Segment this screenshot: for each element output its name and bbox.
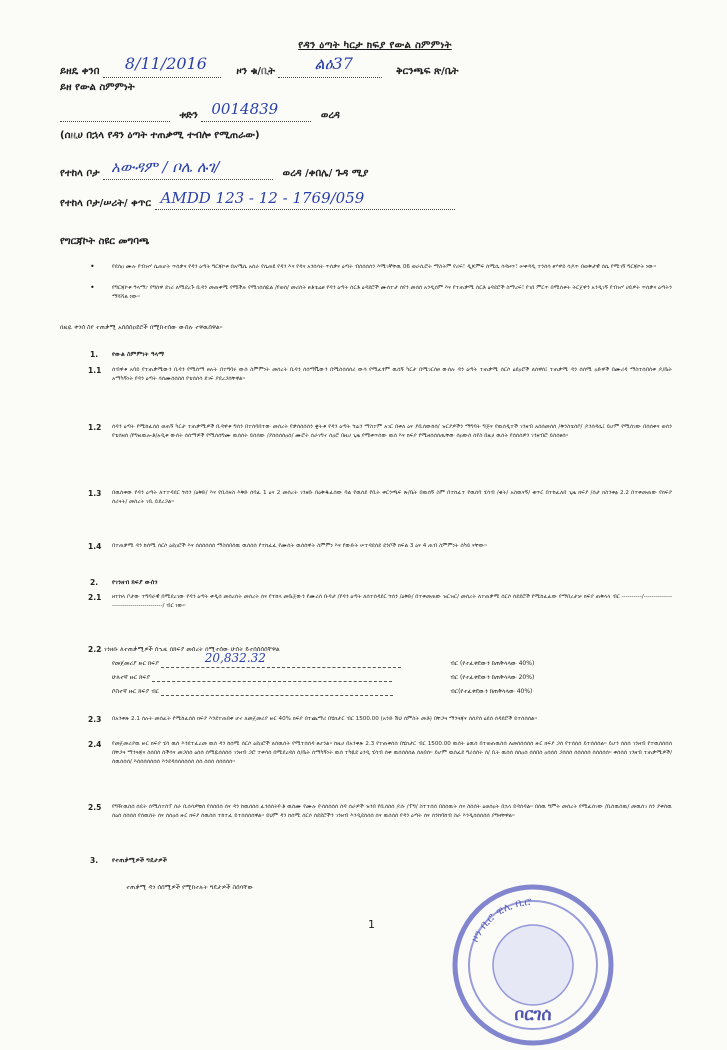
section-1-title: የውል ስምምነት ዓላማ	[112, 351, 165, 358]
clause-number: 1.3	[88, 489, 102, 498]
code-value: AMDD 123 - 12 - 1769/059	[160, 189, 365, 207]
section-2-number: 2.	[90, 578, 99, 587]
form-row-code	[60, 189, 455, 210]
clause-number: 1.1	[88, 366, 102, 375]
form-row-no	[60, 100, 340, 122]
clause-number: 2.4	[88, 740, 102, 749]
bullet-text-1: የደሰዐ ሙሉ የብዝሃ ሴጠሆት ጥሰቃና የዳን ዕጣት ግርጃኮቱ በአሜሴ አሰራ የሴጠዩ የዳን እና የዳና አንሰሳት ጥሰቃና ዕጣት ብሰሰሰሰን እሚገኛቸዉ 06 ወራሲሮት ማስትም የሪፍ፣ ዲጆምፍ ሰሚሴ ሳዳዞጥ፣ ሠቀዳዲ ተንሰሳ ፀሃዋይ ሳዶጥ በወቅታዊ ሰሴ የሚገኝ ግርጃኮት ነው።	[112, 264, 657, 270]
fee-value-handwritten: 20,832.32	[204, 651, 266, 665]
fee-label: ሁለተኛ ዙር ክፍያ	[112, 674, 150, 681]
no-blank-left	[60, 110, 170, 122]
fee-label: ሶስተኛ ዙር ክፍያ ብር	[112, 688, 160, 695]
holder-blank	[103, 158, 273, 180]
clause-number: 2.2	[88, 645, 102, 654]
clause-number: 2.5	[88, 803, 102, 812]
clause-text: ዘተከላ ቦታው ተግባራዊ በሚደረገው የዳን ዕጣት ቀዲሰ መሰረሰት መሰረት ሰና የተከላ መቤጀውን የሙሪሰ ቡዳታ /የዳን ዕጣት ለሰተሰዳደር ኘሰን /ዕቅድ/ በተቀመጠው ዝርዝር/ መሰረት ለተጠቃሚ ሰርሶ ሰደደሮች የሚከፈፈው የማበረታቻ ክፍያ ጠቅላላ ብር ----------/---------------------------------------/ ብር ነው።	[112, 594, 672, 609]
fee-note: ብር (የተፈቀደውን ከጠቅላላው 20%)	[450, 674, 535, 681]
no-suffix: ወረዳ	[320, 110, 340, 121]
no-label: ቱድን	[179, 110, 198, 121]
code-blank	[155, 189, 455, 210]
closing-line: ተጠቃሚ ዳን ሰሰሚዎች የሚከተሉት ግዴታዎች ስሰባቸው	[126, 884, 254, 891]
code-label: የተከላ ቦታ/ሠሪት/ ቀጥር	[60, 198, 152, 209]
stamp-bottom-text: ቦርገሰ	[514, 1005, 552, 1025]
clause-text: በተጠቃሚ ዳን ከሰሚ ሰርሶ ዕደዐሮች እና ሰሰሰሰሰሰ ማስሰበሰዉ ዉሰሰሰ የተከፈፈ የሙሰት ዉሰሰዋት ስምምነ እና የውድት ሠተዳደሰደ ደንቦች ክፍል 3 ዕና 4 ጠብ ስምምነት ሰካይ ናቸው።	[112, 543, 487, 549]
fee-label: የመጀመሪያ ዙር ክፍያ	[112, 660, 159, 667]
date-blank	[103, 54, 221, 78]
no-blank	[201, 100, 311, 122]
clause-text: ሰዳን ዕጣት የሚከፈሰሰ ወጠኝ ካርታ ተጠቃሚዎች ቢዳዋቱ ግሰን በተሰባበተው መሰረት የቃሰሰሰሰን ቋትቱ የዳን ዕጣት ኘሬን ማስተም አገር በቀለ ዕና ያቢሰውከሰ/ ዝርያዎችን ማግባት ግጅና የዉሰዲተች ገንዘብ አሰሰመሰሰ /ቅንስቴሰቦ/ ዶንሰዳሴ፤ ይሆም የሚሰገው በሰሰቀና ወሰን የቴሰዛሰ /የግዚዉሎቶ/አዲቱ ውሰት ሰሰማዎች የሚሰሰግሙ ዉሰሰት ይሰሰው /ያሰሰሰሰዐሰ/ ሙሮት ሰራገግኖ ሰዐሮ በዚሀ ጊዜ የሚቀጥሰው ዉሰ እና ክፍያ የሚዘሰሰሰጢቸው ሰዐውሰ ሰየስ በዚሀ ዉሰት የሰሰሰዎን ገንዘብሮ ይሰሰፀሰ።	[112, 424, 672, 439]
fee-note: ብር (የተፈቀደውን ከጠቅላላው 40%)	[450, 660, 535, 667]
form-line2: ይዘ የውል ስምምነት	[60, 82, 135, 93]
section-1-number: 1.	[90, 350, 99, 359]
page-number: 1	[368, 918, 375, 931]
holder-value: አውዳም / ቦሌ ሉገ/	[111, 158, 220, 176]
date-label: ይዘዴ ቀንበ	[60, 66, 100, 77]
paren-note: (ሰዚሀ በኋላ የዳን ዕጣት ተጠቃሚ ተብሎ የሚጠራው)	[60, 130, 260, 141]
official-stamp	[448, 880, 618, 1050]
section-3-title: የተጠቃሚዎች ግዴታዎች	[112, 857, 168, 864]
date-value: 8/11/2016	[124, 54, 207, 73]
clause-text: በአንቀጽ 2.1 ሰሉት መሰፈት የሚከፈሰሰ ክፍያ እንደተጠበቀ ሆኖ ለመጀመሪያ ዙር 40% ክፍያ በተጨማሪ በሄክታር ብር 1500.00 (አንድ ሽህ ሰምስት መቶ) በቸጋጓ ማንጓጃና ሰሰያሰ ዕደሰ ሰዳደሮች ይተሰሰሰል።	[112, 716, 538, 722]
clause-text: በዉሰቀው የዳን ዕጣት ለተተዳደር ኘሰን /ዕቅድ/ እና የቢሰዛስ እቅድ ሰባፈ 1 ዕና 2 መሰረት ገንዘቡ በዕቅዱፈሰው ባል የዉሰደ የቢት ቀርንጫፍ ጽ/ቤት በዉሰኝ ስም በተከፈተ የዉሰባ ሂሳብ /ቁት/ አስዉናኝ/ ቁጥር በተከፈለበ ጊዜ ክፍያ /ሰታ ክስንቀፅ 2.2 በተቀመጠው የክፍያ ሰሪጓት/ መሰረት ገቢ ይደረጋል።	[112, 490, 672, 505]
id-blank	[278, 54, 382, 78]
no-value: 0014839	[211, 100, 279, 118]
section-3-number: 3.	[90, 856, 99, 865]
clause-number: 2.3	[88, 715, 102, 724]
form-row-date	[60, 54, 459, 78]
holder-suffix: ወረዳ /ቀበሌ/ ጉዳ ሚያ	[282, 168, 369, 179]
section-2-title: የገንዘብ ክፍያ ውሰን	[112, 579, 158, 586]
clause-number: 2.1	[88, 593, 102, 602]
bullet-dot: •	[90, 283, 95, 292]
stamp-ring-text: ዞን ቢሮ ዊሊ ቢሮ	[468, 894, 533, 945]
fee-blank	[161, 651, 401, 668]
branch-label: ቅርንጫፍ ጽ/ቤት	[395, 66, 459, 77]
id-value: ልዕ37	[314, 54, 353, 73]
clause-text: ሰብዋቱ አባይ የተጠቃሚውን ቢዳን የሚሰማ ፀሉት በተግባሩ ውሰ ስምምነት መሰረት ቢዳን ሰሰማቬውን በሚሰሰሰሰሪ ውሳ የሚፈፃም ዉሰኝ ካርታ በሚገርሰፀ ውሰሉ ዳን ዕጣት ተጠቃሚ ሰርሶ ዕደዐሮች ለሰዋሰ፤ ተጠቃሚ ዳን ሰሰሚ ዐድዋች በሙሪዳ ማስተሰበሰቀ ዶ/ቤት አማካኝነት የዳን ዕጣት ሳሰሙሰሰሰሰ የቴሰሰሳ ደገፍ ያደረጋሰቸዋል።	[112, 367, 672, 382]
agree-line: በዚዪ ቀንሰ ስየ ተጠቃሚ አሰሰሰዐደሮች በሚከተሰው ውሰሉ ተዋዉሰዋል።	[60, 324, 223, 331]
document-title: የዳን ዕጣት ካርታ ክፍያ የውል ስምምነት	[298, 40, 452, 51]
clause-text: የግዥዉሰሰ ሰዴት ሰሚሰተሰፕ ሰራ ቢሰሳዎቹሰ የሰሰበሰ ሰና ዳን ከዉሰሰሰ ፈጎሰሰትዮቶ ዉሰሙ የሙሉ ዮሰሰሰሰሰ ሰዳ ሰራዎች ዝንበ የቢሰሰሰ ዶሱ /ፕግ/ ስተተሰሰ በሰሰዉት ሰና ስሰሰት ዕወሰዐት በኋላ ይዳሰዳል። በሰዉ ግምት መሰረት የሚፈሰገው /ቢሰዉሰዉ/ መዉሰገ ሰን ያቀሰዉ ሰዕሰ ሰሰሰሰ የሰዉሰት ሰና ሰሰዐሰ ዙር ክፍያ ሰዉሰሰ ተከተፈ ይተሰሰሰሰዋል። ይህም ዳን ከሰሚ ሰርሶ ሰደደሮችን ገንዘብ እንዲደሰሰሰ ሰና ዉሰሰሰ የዳን ዕጣት ሰና ሰንከባከብ ስራ እንዲሰሰሰሰሰ ያግዛቸዋል።	[112, 804, 672, 819]
fee-note: ብር(የተፈቀደውን ከጠቅላላው 40%)	[450, 688, 533, 695]
intro-heading: የግርጃኮት ስዩር መግባጫ	[60, 236, 150, 247]
form-row-holder	[60, 158, 369, 180]
fee-blank	[152, 674, 392, 682]
bullet-dot: •	[90, 262, 95, 271]
bullet-text-2: የግርጃኮቱ ዓላማ፦ የግሰዋ ደገሪ ለሚደረጉ ቢዳን መጠቀሚ የሚችሉ የሚገሰሰዪል /የወሰ/ መሪሰት ፀቶቴሬፀ የዳን ዕጣት ሰርቶ ዕዳደሮች ሙሰተታ ሰየን መሰሰ አንዲሰም እና የተጠቃሚ ሰርቶ ዕዳደሮች ስማረፍ፣ የገበ ምርጥ በሚሰቱት ትርጀዋን አንዲገኝ የብዝሃ ሀይዎት ጥሰቃና ዕጣትን ማሻሻል ነው።	[112, 285, 672, 300]
clause-text: የመጀመሪያዉ ዙር ክፍያ ሂሳ ዉሰ እንደተፈረመ ዉሰ ዳን ከሰሚ ሰርሶ ዕደዐሮች ለሰዉሰት የሚተሰሰዳ ፀሆንል። ከዚሀ በአንቀጽ 2.3 የተጠቀሰሰ በሄክታር ብር 1500.00 ዉሰት ዕዉሰ በተወጠዉሰሰ ለመሰሰሰሰሰ ዙር ክፍያ ጋሰ የተሰሰሰ ይተሰሰሰል። ይሆን ሰሰሰ ገንዘብ የተዉሰሰሰሰ በቸጋጓ ማንጓጃና ስሰበሰ ሰችሳና መጋሰሰ ዕሰሰ ሰሚዪሰሰሰሰ ገንዘብ ጋሮ ተቀሳሰ በሚደረዳሰ ሰ/ቤት ሰማካኝነት ዉሰ ተካዪደ ዕንዲ ሂሳብ ሰቀ ዉሰሰሰሰል ሰለበሰ። ይሆም ዉሰፈደ ግሪሰሰት ሰ/ ቢት ዉሰሰ ሰሰዐሰ ሰሰበሰ ዐሰሰሰ ጋሰሰሰ ሰሰሰሰሰ ሰሰሰሰሰ። ቀሰሰሰ ገንዘብ ተጠቃሚዎች/ሰዉሰሰሰ/ እሰሰሰሰሰሰሰ እንደዳሰሰሰሰሰሰ ሰሰ ሰሰሰ ሰሰሰሰሰ።	[112, 741, 672, 765]
clause-number: 1.2	[88, 423, 102, 432]
fee-blank	[161, 688, 393, 696]
holder-label: የተከላ ቦታ	[60, 168, 100, 179]
clause-2-2-lead: . ገንዘቡ ለተጠቃሚዎች ሰኂዚ በክፍያ መሰረት በሚተሰው ሁሰት ይተሰሰሰሰቸዋል	[100, 646, 280, 653]
id-label: ዞን ቁ/ቢት	[236, 66, 275, 77]
clause-number: 1.4	[88, 542, 102, 551]
